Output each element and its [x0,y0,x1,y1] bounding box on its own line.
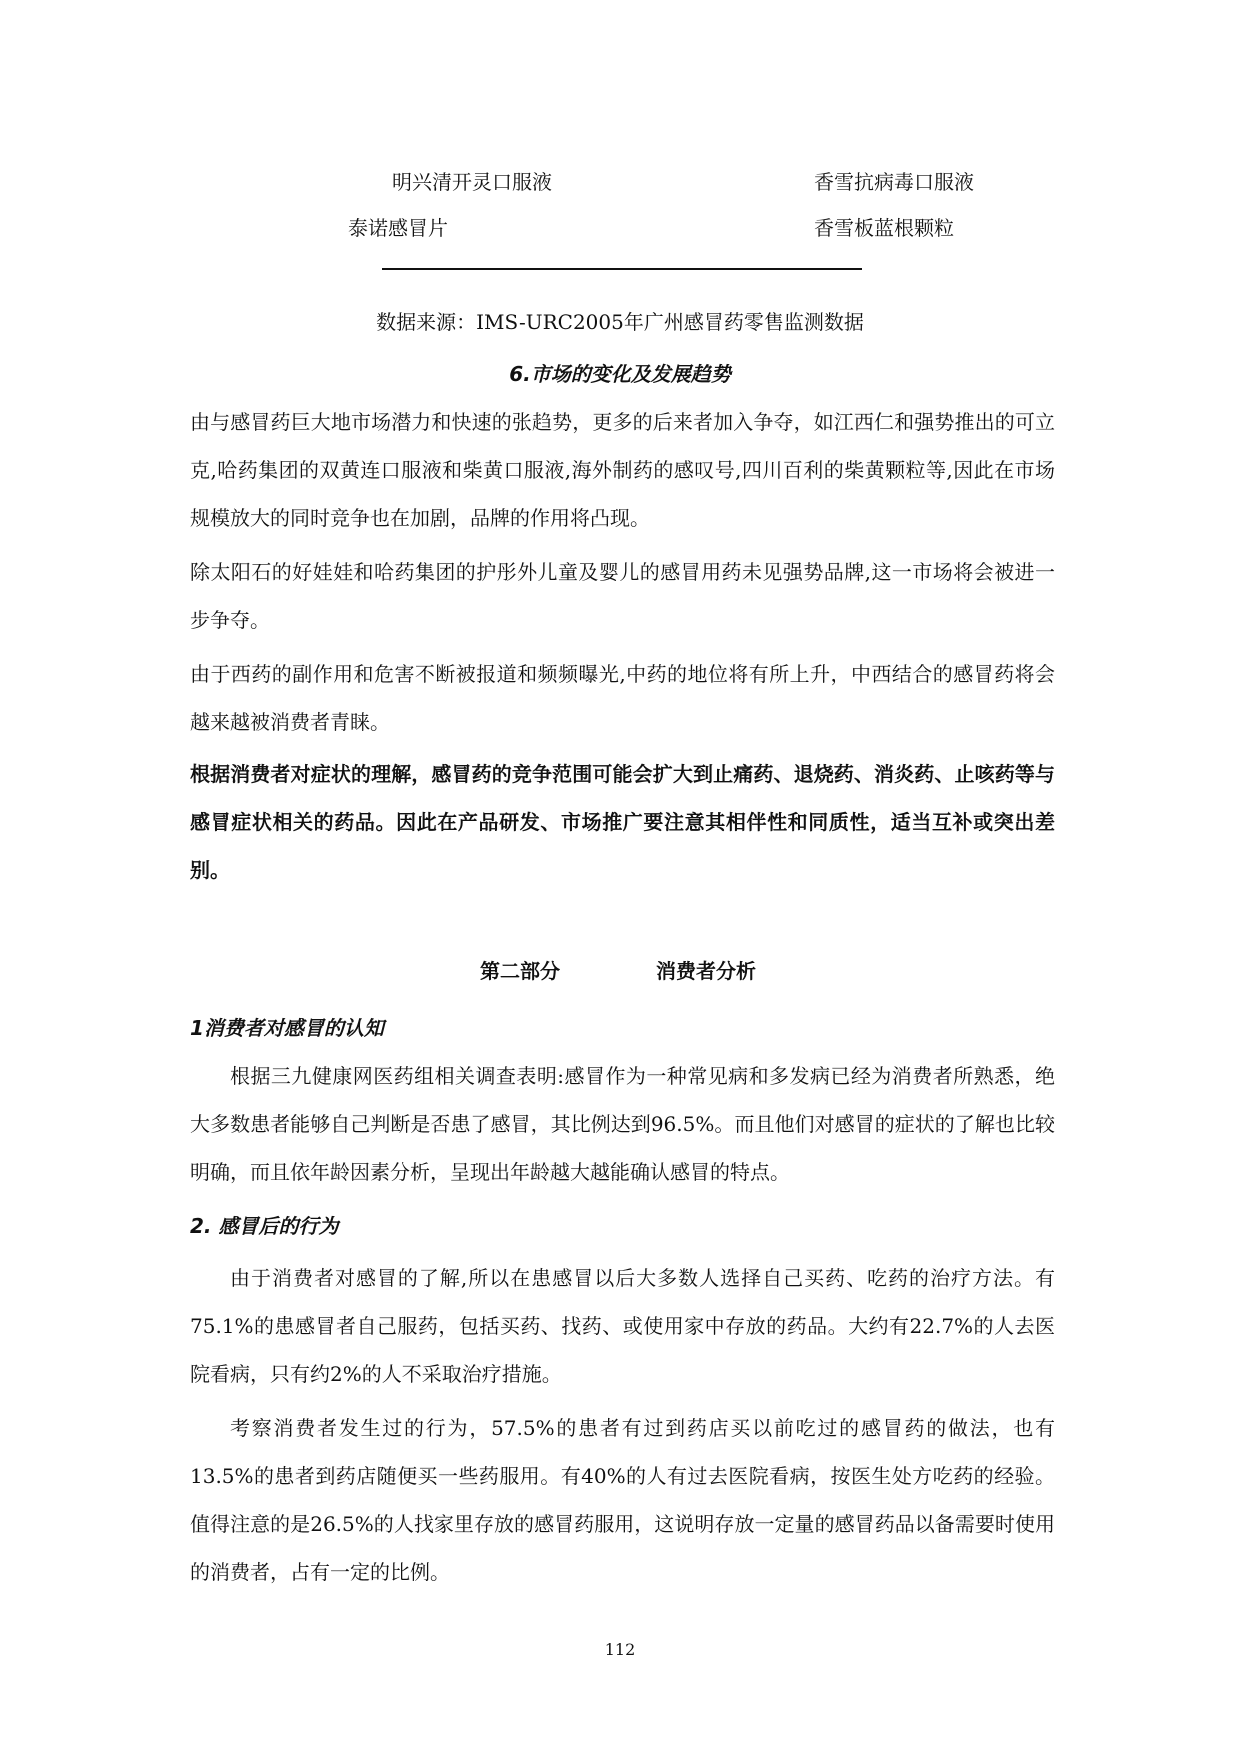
source-note: 数据来源：IMS-URC2005年广州感冒药零售监测数据 [376,310,864,334]
subsection-2-paragraph-1: 由于消费者对感冒的了解,所以在患感冒以后大多数人选择自己买药、吃药的治疗方法。有75.1%的患感冒者自己服药，包括买药、找药、或使用家中存放的药品。大约有22.7%的人去医院看病，只有约2%的人不采取治疗措施。 [190,1266,1055,1386]
subsection-1-heading: 1消费者对感冒的认知 [190,1016,384,1040]
section-6-paragraph-2: 除太阳石的好娃娃和哈药集团的护彤外儿童及婴儿的感冒用药未见强势品牌,这一市场将会被进一步争夺。 [190,560,1055,632]
part-2-title: 消费者分析 [656,959,756,983]
table-cell-row1-right: 香雪抗病毒口服液 [814,170,974,194]
page-number: 112 [604,1640,636,1659]
section-6-paragraph-4-bold: 根据消费者对症状的理解，感冒药的竞争范围可能会扩大到止痛药、退烧药、消炎药、止咳药等与感冒症状相关的药品。因此在产品研发、市场推广要注意其相伴性和同质性，适当互补或突出差别。 [190,762,1055,882]
table-cell-row1-left: 明兴清开灵口服液 [392,170,552,194]
part-2-label: 第二部分 [480,959,560,983]
section-6-heading: 6.市场的变化及发展趋势 [509,362,731,386]
section-6-paragraph-3: 由于西药的副作用和危害不断被报道和频频曝光,中药的地位将有所上升，中西结合的感冒药将会越来越被消费者青睐。 [190,662,1055,734]
table-cell-row2-left: 泰诺感冒片 [348,216,448,240]
section-6-paragraph-1: 由与感冒药巨大地市场潜力和快速的张趋势，更多的后来者加入争夺，如江西仁和强势推出的可立克,哈药集团的双黄连口服液和柴黄口服液,海外制药的感叹号,四川百利的柴黄颗粒等,因此在市场规模放大的同时竞争也在加剧，品牌的作用将凸现。 [190,410,1055,530]
subsection-1-paragraph: 根据三九健康网医药组相关调查表明:感冒作为一种常见病和多发病已经为消费者所熟悉，绝大多数患者能够自己判断是否患了感冒，其比例达到96.5%。而且他们对感冒的症状的了解也比较明确，而且依年龄因素分析，呈现出年龄越大越能确认感冒的特点。 [190,1064,1055,1184]
subsection-2-heading: 2. 感冒后的行为 [190,1214,339,1238]
subsection-2-paragraph-2: 考察消费者发生过的行为，57.5%的患者有过到药店买以前吃过的感冒药的做法，也有13.5%的患者到药店随便买一些药服用。有40%的人有过去医院看病，按医生处方吃药的经验。值得注意的是26.5%的人找家里存放的感冒药服用，这说明存放一定量的感冒药品以备需要时使用的消费者，占有一定的比例。 [190,1416,1055,1584]
table-bottom-rule [382,268,862,270]
table-cell-row2-right: 香雪板蓝根颗粒 [814,216,954,240]
